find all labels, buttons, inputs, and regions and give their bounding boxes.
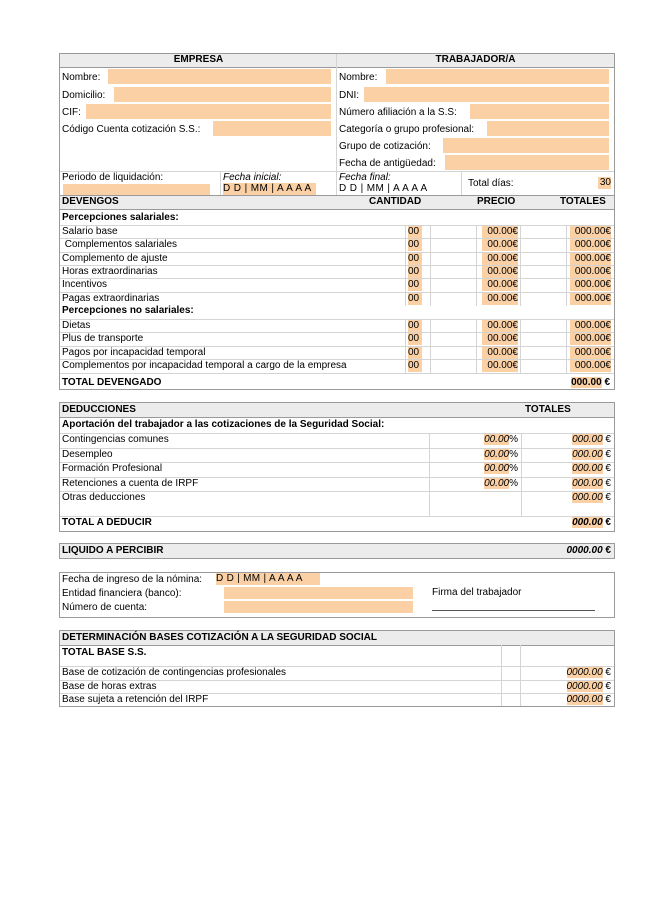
row-line	[60, 448, 614, 449]
trabajador-nombre-field[interactable]	[386, 69, 609, 84]
empresa-nombre-label: Nombre:	[62, 72, 101, 83]
row-line	[60, 225, 614, 226]
trabajador-header: TRABAJADOR/A	[337, 54, 614, 67]
fecha-final-label: Fecha final:	[339, 172, 391, 183]
concepto-label: Plus de transporte	[62, 333, 144, 345]
firma-label: Firma del trabajador	[432, 587, 522, 598]
entidad-label: Entidad financiera (banco):	[62, 588, 182, 599]
precio-field[interactable]: 00.00€	[482, 347, 518, 359]
bases-header: DETERMINACIÓN BASES COTIZACIÓN A LA SEGURIDAD SOCIAL	[62, 632, 378, 643]
devengos-header: DEVENGOS	[62, 196, 119, 207]
empresa-nombre-field[interactable]	[108, 69, 331, 84]
aportacion-label: Aportación del trabajador a las cotizaciones de la Seguridad Social:	[62, 419, 385, 430]
concepto-label: Pagos por incapacidad temporal	[62, 346, 206, 358]
empresa-header: EMPRESA	[60, 54, 337, 67]
entidad-field[interactable]	[224, 587, 413, 599]
total-dias-value[interactable]: 30	[599, 177, 611, 188]
concepto-label: Complementos por incapacidad temporal a cargo de la empresa	[62, 359, 347, 371]
trabajador-afiliacion-field[interactable]	[470, 104, 609, 119]
total-field[interactable]: 000.00€	[570, 226, 611, 238]
concepto-label: Complementos salariales	[62, 239, 178, 251]
concepto-label: Complemento de ajuste	[62, 252, 168, 264]
header-underline	[60, 67, 614, 68]
no-salariales-label: Percepciones no salariales:	[62, 305, 194, 316]
ded-col-divider-1	[429, 433, 430, 517]
base-value[interactable]: 0000.00 €	[566, 667, 611, 678]
total-field[interactable]: 000.00€	[570, 253, 611, 265]
deduccion-total: 000.00 €	[572, 448, 611, 460]
fecha-inicial-value[interactable]: D D | MM | A A A A	[223, 183, 316, 195]
trabajador-antiguedad-label: Fecha de antigüedad:	[339, 158, 436, 169]
precio-field[interactable]: 00.00€	[482, 279, 518, 291]
trabajador-dni-field[interactable]	[364, 87, 609, 102]
precio-field[interactable]: 00.00€	[482, 253, 518, 265]
total-deducir-label: TOTAL A DEDUCIR	[62, 517, 152, 528]
porcentaje-field[interactable]: 00.00%	[484, 478, 518, 490]
cuenta-label: Número de cuenta:	[62, 602, 148, 613]
porcentaje-field[interactable]: 00.00%	[484, 448, 518, 460]
concepto-label: Incentivos	[62, 279, 108, 291]
col-divider	[405, 320, 406, 373]
concepto-label: Salario base	[62, 226, 118, 237]
empresa-ccc-label: Código Cuenta cotización S.S.:	[62, 124, 201, 135]
trabajador-categoria-label: Categoría o grupo profesional:	[339, 124, 475, 135]
col-divider	[405, 226, 406, 306]
precio-field[interactable]: 00.00€	[482, 333, 518, 345]
total-field[interactable]: 000.00€	[570, 360, 611, 372]
precio-field[interactable]: 00.00€	[482, 320, 518, 332]
trabajador-dni-label: DNI:	[339, 90, 359, 101]
porcentaje-field[interactable]: 00.00%	[484, 434, 518, 445]
empresa-domicilio-label: Domicilio:	[62, 90, 106, 101]
fecha-inicial-label: Fecha inicial:	[223, 172, 282, 183]
bases-col-divider-1	[501, 645, 502, 706]
total-devengado-label: TOTAL DEVENGADO	[62, 377, 162, 388]
trabajador-nombre-label: Nombre:	[339, 72, 378, 83]
periodo-label: Periodo de liquidación:	[62, 172, 164, 183]
otras-deducciones-label: Otras deducciones	[62, 492, 146, 503]
total-field[interactable]: 000.00€	[570, 320, 611, 332]
col-divider	[566, 226, 567, 306]
total-field[interactable]: 000.00€	[570, 279, 611, 291]
liquido-value: 0000.00 €	[566, 545, 611, 556]
deducciones-header: DEDUCCIONES	[62, 404, 136, 415]
fecha-ingreso-label: Fecha de ingreso de la nómina:	[62, 574, 203, 585]
periodo-divider-1	[220, 171, 221, 195]
total-field[interactable]: 000.00€	[570, 333, 611, 345]
col-divider	[566, 320, 567, 373]
deducciones-col-totales: TOTALES	[525, 404, 571, 415]
total-deducir-value: 000.00 €	[572, 517, 611, 528]
trabajador-categoria-field[interactable]	[487, 121, 609, 136]
deduccion-total: 000.00 €	[572, 434, 611, 445]
otras-deducciones-value: 000.00 €	[572, 492, 611, 503]
base-label: Base sujeta a retención del IRPF	[62, 694, 209, 706]
concepto-label: Dietas	[62, 320, 91, 331]
deduccion-total: 000.00 €	[572, 463, 611, 475]
empresa-cif-label: CIF:	[62, 107, 81, 118]
devengos-header-bar	[60, 195, 614, 210]
row-line	[60, 319, 614, 320]
cantidad-field[interactable]: 00	[408, 360, 422, 372]
deduccion-label: Contingencias comunes	[62, 434, 169, 445]
total-devengado-line	[60, 373, 614, 374]
cantidad-field[interactable]: 00	[408, 347, 422, 359]
concepto-label: Pagas extraordinarias	[62, 292, 160, 304]
empresa-domicilio-field[interactable]	[114, 87, 331, 102]
row-line	[60, 278, 614, 279]
deduccion-total: 000.00 €	[572, 478, 611, 490]
cantidad-field[interactable]: 00	[408, 226, 422, 238]
devengos-col-cantidad: CANTIDAD	[369, 196, 422, 207]
trabajador-grupo-field[interactable]	[443, 138, 609, 153]
porcentaje-field[interactable]: 00.00%	[484, 463, 518, 475]
total-field[interactable]: 000.00€	[570, 347, 611, 359]
liquido-label: LIQUIDO A PERCIBIR	[62, 545, 164, 556]
total-field[interactable]: 000.00€	[570, 293, 611, 305]
precio-field[interactable]: 00.00€	[482, 266, 518, 278]
ded-col-divider-2	[521, 433, 522, 517]
cuenta-field[interactable]	[224, 601, 413, 613]
precio-field[interactable]: 00.00€	[482, 293, 518, 305]
cantidad-field[interactable]: 00	[408, 266, 422, 278]
fecha-ingreso-value[interactable]: D D | MM | A A A A	[216, 573, 320, 585]
bases-col-divider-2	[520, 645, 521, 706]
empresa-cif-field[interactable]	[86, 104, 331, 119]
column-divider	[336, 54, 337, 195]
trabajador-afiliacion-label: Número afiliación a la S.S:	[339, 107, 457, 118]
total-devengado-value: 000.00 €	[571, 377, 610, 388]
devengos-col-precio: PRECIO	[477, 196, 516, 207]
periodo-field[interactable]	[63, 184, 210, 195]
salariales-label: Percepciones salariales:	[62, 212, 179, 223]
cantidad-field[interactable]: 00	[408, 333, 422, 345]
deduccion-label: Retenciones a cuenta de IRPF	[62, 478, 199, 490]
base-value[interactable]: 0000.00 €	[566, 680, 611, 692]
col-divider	[476, 226, 477, 306]
cantidad-field[interactable]: 00	[408, 320, 422, 332]
empresa-ccc-field[interactable]	[213, 121, 331, 136]
precio-field[interactable]: 00.00€	[482, 226, 518, 238]
col-divider	[430, 226, 431, 306]
base-label: Base de cotización de contingencias profesionales	[62, 667, 287, 678]
concepto-label: Horas extraordinarias	[62, 265, 158, 277]
trabajador-grupo-label: Grupo de cotización:	[339, 141, 431, 152]
precio-field[interactable]: 00.00€	[482, 360, 518, 372]
deduccion-label: Desempleo	[62, 448, 113, 460]
total-dias-label: Total días:	[468, 178, 514, 189]
cantidad-field[interactable]: 00	[408, 239, 422, 251]
base-value[interactable]: 0000.00 €	[566, 694, 611, 706]
total-field[interactable]: 000.00€	[570, 239, 611, 251]
total-field[interactable]: 000.00€	[570, 266, 611, 278]
precio-field[interactable]: 00.00€	[482, 239, 518, 251]
cantidad-field[interactable]: 00	[408, 279, 422, 291]
cantidad-field[interactable]: 00	[408, 253, 422, 265]
base-label: Base de horas extras	[62, 680, 157, 692]
periodo-divider-2	[461, 171, 462, 195]
col-divider	[476, 320, 477, 373]
col-divider	[430, 320, 431, 373]
devengos-col-totales: TOTALES	[560, 196, 606, 207]
firma-line[interactable]	[432, 610, 595, 611]
trabajador-antiguedad-field[interactable]	[445, 155, 609, 170]
col-divider	[520, 320, 521, 373]
fecha-final-value: D D | MM | A A A A	[339, 183, 428, 194]
col-divider	[520, 226, 521, 306]
deduccion-label: Formación Profesional	[62, 463, 163, 475]
total-base-label: TOTAL BASE S.S.	[62, 647, 147, 658]
cantidad-field[interactable]: 00	[408, 293, 422, 305]
